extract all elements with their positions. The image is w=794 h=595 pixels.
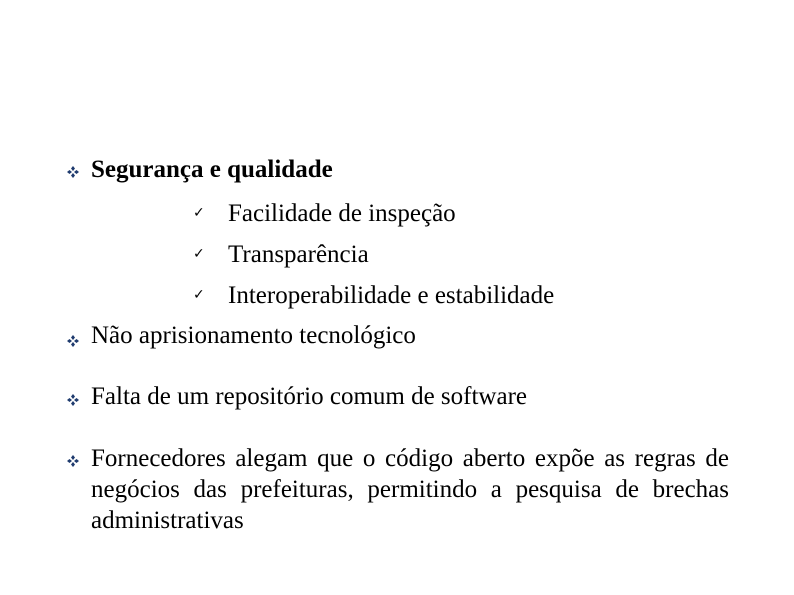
sub-list-item (0, 280, 794, 311)
sub-item-text: Facilidade de inspeção (228, 200, 456, 227)
bullet-text: Segurança e qualidade (91, 156, 333, 183)
diamond-bullet-icon (67, 394, 79, 406)
sub-list-item (0, 198, 794, 229)
bullet-text-paragraph: Fornecedores alegam que o código aberto expõe as regras de negócios das prefeituras, permitindo a pesquisa de brechas administrativas (91, 445, 729, 534)
bullet-item (0, 381, 794, 413)
bullet-text: Não aprisionamento tecnológico (91, 322, 416, 349)
sub-item-text: Interoperabilidade e estabilidade (228, 282, 555, 309)
diamond-bullet-icon (67, 455, 79, 467)
diamond-bullet-icon (67, 166, 79, 178)
diamond-bullet-icon (67, 335, 79, 347)
sub-item-text: Transparência (228, 241, 369, 268)
checkmark-icon: ✓ (193, 205, 205, 221)
bullet-item (0, 320, 794, 352)
sub-list-item (0, 239, 794, 270)
bullet-item (0, 154, 794, 186)
checkmark-icon: ✓ (193, 246, 205, 262)
bullet-text: Falta de um repositório comum de software (91, 383, 527, 410)
checkmark-icon: ✓ (193, 287, 205, 303)
